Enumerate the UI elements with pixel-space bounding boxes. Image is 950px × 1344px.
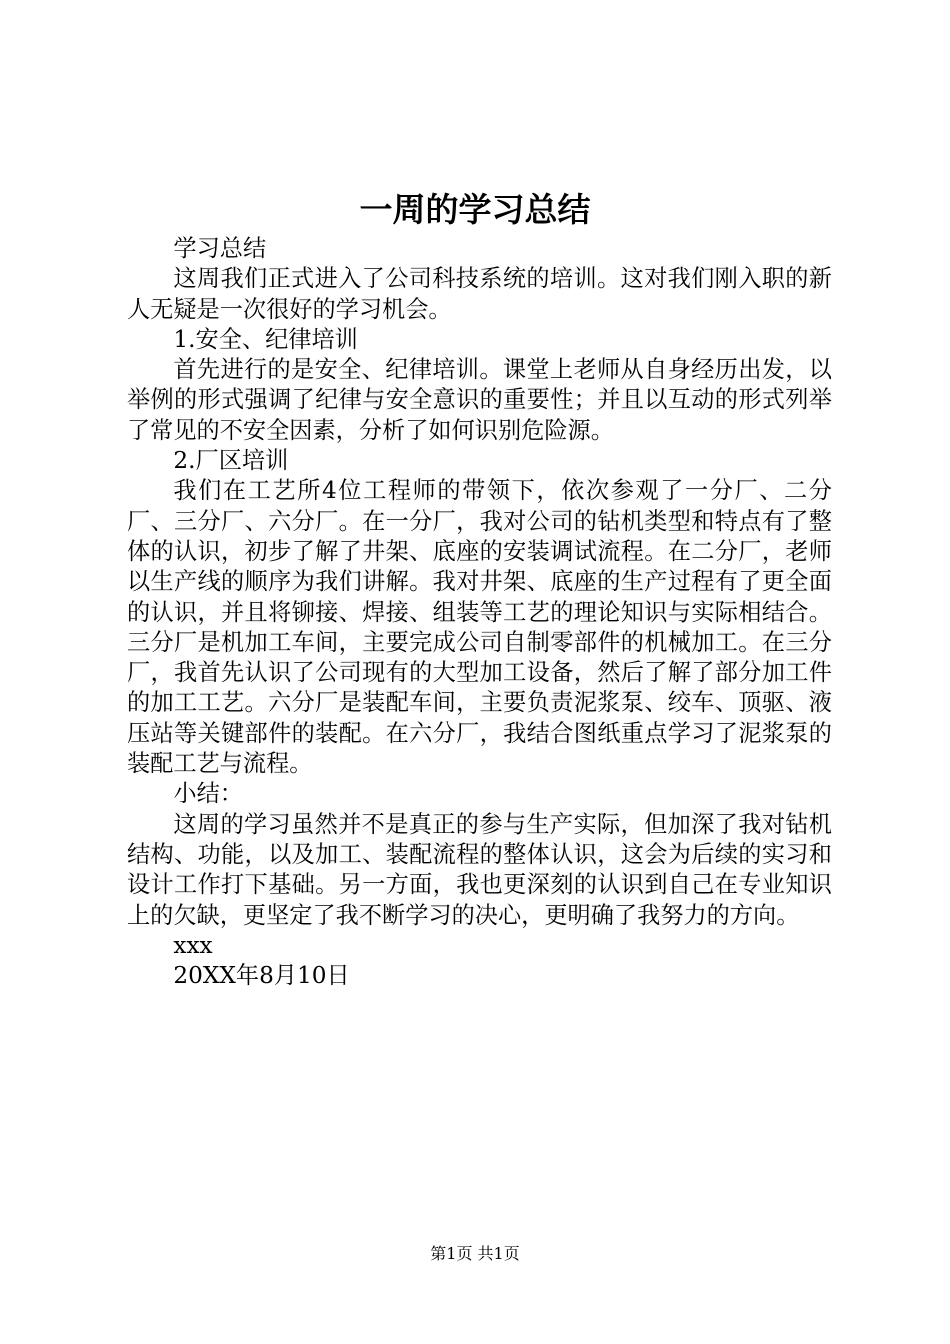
paragraph-factory: 我们在工艺所4位工程师的带领下，依次参观了一分厂、二分厂、三分厂、六分厂。在一分厂，我对公司的钻机类型和特点有了整体的认识，初步了解了井架、底座的安装调试流程。在二分厂，老师以生产线的顺序为我们讲解。我对井架、底座的生产过程有了更全面的认识，并且将铆接、焊接、组装等工艺的理论知识与实际相结合。三分厂是机加工车间，主要完成公司自制零部件的机械加工。在三分厂，我首先认识了公司现有的大型加工设备，然后了解了部分加工件的加工工艺。六分厂是装配车间，主要负责泥浆泵、绞车、顶驱、液压站等关键部件的装配。在六分厂，我结合图纸重点学习了泥浆泵的装配工艺与流程。 [127,477,832,778]
document-title: 一周的学习总结 [359,190,591,229]
section-heading-factory: 2.厂区培训 [173,447,289,475]
section-heading-safety: 1.安全、纪律培训 [173,325,358,353]
page-footer: 第1页 共1页 [430,1244,520,1263]
paragraph-intro: 这周我们正式进入了公司科技系统的培训。这对我们刚入职的新人无疑是一次很好的学习机会。 [127,265,832,323]
document-body [127,234,832,991]
paragraph-heading-summary: 学习总结 [173,235,267,262]
section-heading-conclusion: 小结： [173,780,243,808]
document-date: 20XX年8月10日 [173,962,350,990]
paragraph-safety: 首先进行的是安全、纪律培训。课堂上老师从自身经历出发，以举例的形式强调了纪律与安全意识的重要性；并且以互动的形式列举了常见的不安全因素，分析了如何识别危险源。 [127,356,832,444]
author-signature: xxx [173,931,213,959]
paragraph-conclusion: 这周的学习虽然并不是真正的参与生产实际，但加深了我对钻机结构、功能，以及加工、装配流程的整体认识，这会为后续的实习和设计工作打下基础。另一方面，我也更深刻的认识到自己在专业知识上的欠缺，更坚定了我不断学习的决心，更明确了我努力的方向。 [127,810,832,929]
